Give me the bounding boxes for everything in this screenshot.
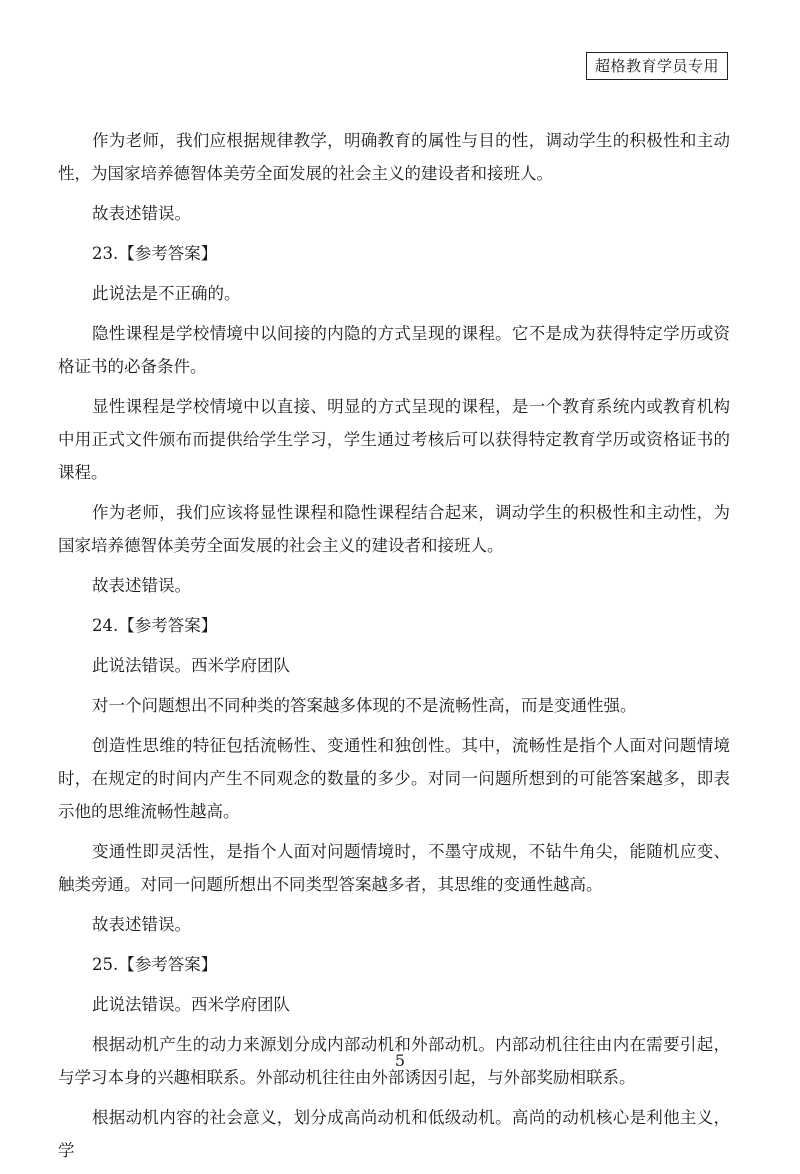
document-body [58,124,730,1174]
page-number: 5 [394,1051,406,1070]
paragraph: 此说法错误。西米学府团队 [92,995,290,1014]
paragraph: 对一个问题想出不同种类的答案越多体现的不是流畅性高，而是变通性强。 [92,696,637,715]
paragraph: 故表述错误。 [92,576,191,595]
paragraph: 根据动机内容的社会意义，划分成高尚动机和低级动机。高尚的动机核心是利他主义，学 [58,1108,730,1160]
paragraph: 故表述错误。 [92,204,191,223]
paragraph: 此说法错误。西米学府团队 [92,656,290,675]
paragraph: 故表述错误。 [92,915,191,934]
paragraph: 此说法是不正确的。 [92,284,241,303]
answer-heading: 25.【参考答案】 [92,955,218,974]
paragraph: 作为老师，我们应根据规律教学，明确教育的属性与目的性，调动学生的积极性和主动性，为国家培养德智体美劳全面发展的社会主义的建设者和接班人。 [58,131,730,183]
paragraph: 变通性即灵活性，是指个人面对问题情境时，不墨守成规，不钻牛角尖，能随机应变、触类旁通。对同一问题所想出不同类型答案越多者，其思维的变通性越高。 [58,842,730,894]
answer-heading: 24.【参考答案】 [92,616,218,635]
paragraph: 根据动机产生的动力来源划分成内部动机和外部动机。内部动机往往由内在需要引起，与学习本身的兴趣相联系。外部动机往往由外部诱因引起，与外部奖励相联系。 [58,1035,730,1087]
answer-heading: 23.【参考答案】 [92,244,218,263]
header-stamp: 超格教育学员专用 [586,52,728,80]
paragraph: 创造性思维的特征包括流畅性、变通性和独创性。其中，流畅性是指个人面对问题情境时，在规定的时间内产生不同观念的数量的多少。对同一问题所想到的可能答案越多，即表示他的思维流畅性越高。 [58,736,730,821]
paragraph: 隐性课程是学校情境中以间接的内隐的方式呈现的课程。它不是成为获得特定学历或资格证书的必备条件。 [58,324,730,376]
paragraph: 显性课程是学校情境中以直接、明显的方式呈现的课程，是一个教育系统内或教育机构中用正式文件颁布而提供给学生学习，学生通过考核后可以获得特定教育学历或资格证书的课程。 [58,397,730,482]
paragraph: 作为老师，我们应该将显性课程和隐性课程结合起来，调动学生的积极性和主动性，为国家培养德智体美劳全面发展的社会主义的建设者和接班人。 [58,503,730,555]
